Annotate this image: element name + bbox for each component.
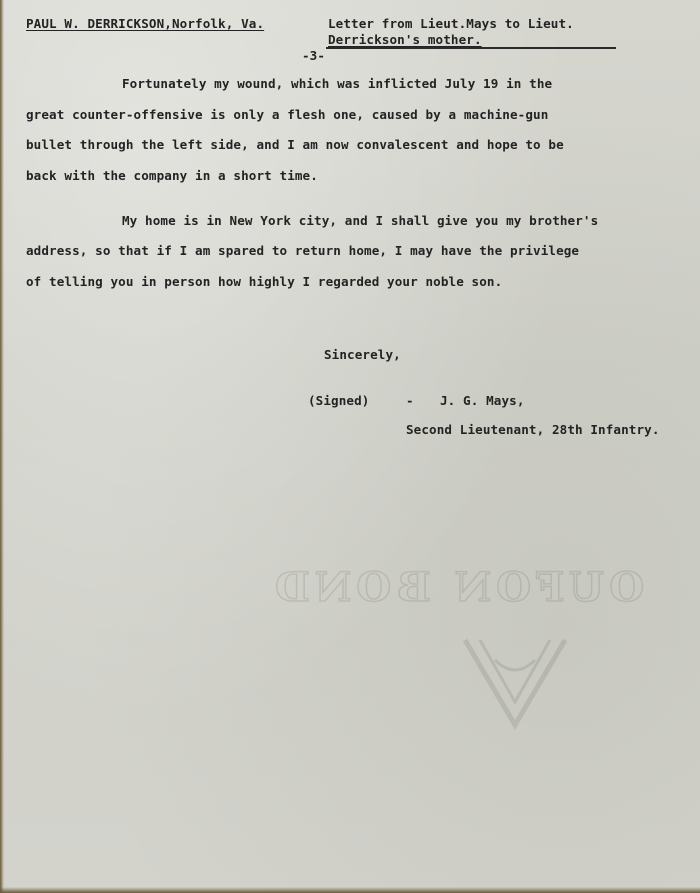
paper-watermark (270, 560, 700, 740)
watermark-text: OUFON BOND (270, 564, 645, 611)
paragraph-2-line-1: My home is in New York city, and I shall give you my brother's (122, 213, 599, 228)
paper-edge-bottom (0, 887, 700, 893)
header-letter-description: Letter from Lieut.Mays to Lieut. (328, 16, 574, 31)
signer-title: Second Lieutenant, 28th Infantry. (406, 422, 660, 437)
header-subject: PAUL W. DERRICKSON,Norfolk, Va. (26, 16, 265, 31)
signed-dash: - (406, 393, 414, 408)
closing-salutation: Sincerely, (324, 347, 401, 362)
header-letter-recipient: Derrickson's mother. (328, 32, 482, 47)
paragraph-1-line-4: back with the company in a short time. (26, 168, 318, 183)
signer-name: J. G. Mays, (440, 393, 525, 408)
paper-edge-left (0, 0, 4, 893)
paragraph-1-line-2: great counter-offensive is only a flesh one, caused by a machine-gun (26, 107, 549, 122)
page-number: -3- (302, 48, 326, 63)
paragraph-1-line-1: Fortunately my wound, which was inflicted July 19 in the (122, 76, 553, 91)
paragraph-2-line-3: of telling you in person how highly I regarded your noble son. (26, 274, 503, 289)
paragraph-2-line-2: address, so that if I am spared to return home, I may have the privilege (26, 243, 580, 258)
paragraph-1-line-3: bullet through the left side, and I am now convalescent and hope to be (26, 137, 564, 152)
signed-label: (Signed) (308, 393, 370, 408)
header-rule (326, 47, 616, 49)
watermark-emblem-icon (455, 630, 575, 740)
